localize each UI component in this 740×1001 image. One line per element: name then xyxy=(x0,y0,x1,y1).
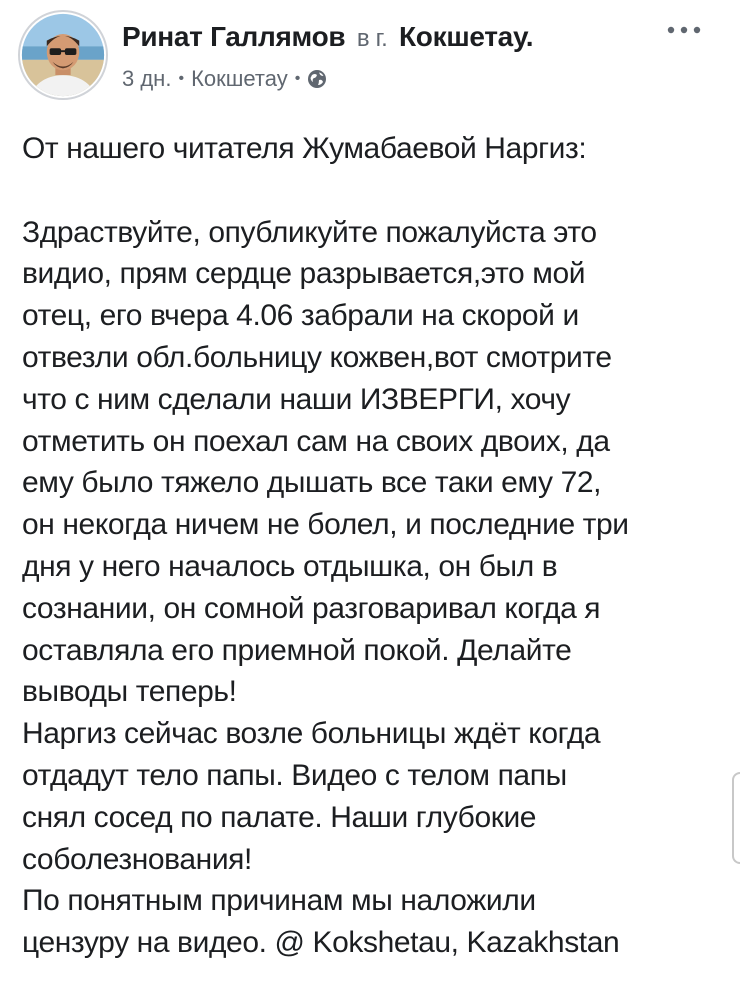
post-body-line: дня у него началось отдышка, он был в xyxy=(22,549,558,583)
post-body-line: отец, его вчера 4.06 забрали на скорой и xyxy=(22,299,579,333)
post-body-line: видио, прям сердце разрывается,это мой xyxy=(22,257,586,291)
post-last-line xyxy=(22,922,722,964)
post-body-line: он некогда ничем не болел, и последние три xyxy=(22,508,629,542)
post-body-line: сознании, он сомной разговаривал когда я xyxy=(22,591,601,625)
more-options-button[interactable] xyxy=(664,18,704,42)
post-header-title xyxy=(122,20,533,56)
post-body-line: отметить он поехал сам на своих двоих, да xyxy=(22,424,610,458)
post-body-line: отдадут тело папы. Видео с телом папы xyxy=(22,758,567,792)
post-body-line: ему было тяжело дышать все таки ему 72, xyxy=(22,466,602,500)
blank-line xyxy=(22,170,722,212)
post-meta xyxy=(122,64,327,94)
avatar-photo-icon xyxy=(20,12,106,98)
author-place-link[interactable]: Кокшетау xyxy=(399,21,526,52)
post-body-line: По понятным причинам мы наложили xyxy=(22,884,536,918)
author-name-link[interactable]: Ринат Галлямов xyxy=(122,21,346,52)
meta-separator: • xyxy=(294,70,301,87)
post-body-line: Здраствуйте, опубликуйте пожалуйста это xyxy=(22,215,597,249)
post-body-line: снял сосед по палате. Наши глубокие xyxy=(22,800,537,834)
post-body-line: соболезнования! xyxy=(22,842,252,876)
post-body-line: отвезли обл.больницу кожвен,вот смотрите xyxy=(22,340,612,374)
post-body xyxy=(22,128,722,964)
author-avatar[interactable] xyxy=(18,10,108,100)
author-in-word: в г. xyxy=(356,25,388,52)
post-body-line: выводы теперь! xyxy=(22,675,237,709)
post-body-line: оставляла его приемной покой. Делайте xyxy=(22,633,572,667)
meta-separator: • xyxy=(178,70,185,87)
globe-icon[interactable] xyxy=(307,69,327,89)
post-timestamp[interactable]: 3 дн. xyxy=(122,66,172,91)
post-last-line-text: цензуру на видео. xyxy=(22,926,275,960)
post-location-link[interactable]: Кокшетау xyxy=(191,66,288,91)
more-options-icon xyxy=(664,18,704,42)
screen-edge-handle xyxy=(732,772,740,864)
post-intro-line: От нашего читателя Жумабаевой Наргиз: xyxy=(22,132,587,165)
post-body-line: Наргиз сейчас возле больницы ждёт когда xyxy=(22,717,601,751)
post-body-line: что с ним сделали наши ИЗВЕРГИ, хочу xyxy=(22,382,571,416)
author-place-suffix: . xyxy=(525,21,534,52)
location-mention-link[interactable]: @ Kokshetau, Kazakhstan xyxy=(274,926,620,960)
